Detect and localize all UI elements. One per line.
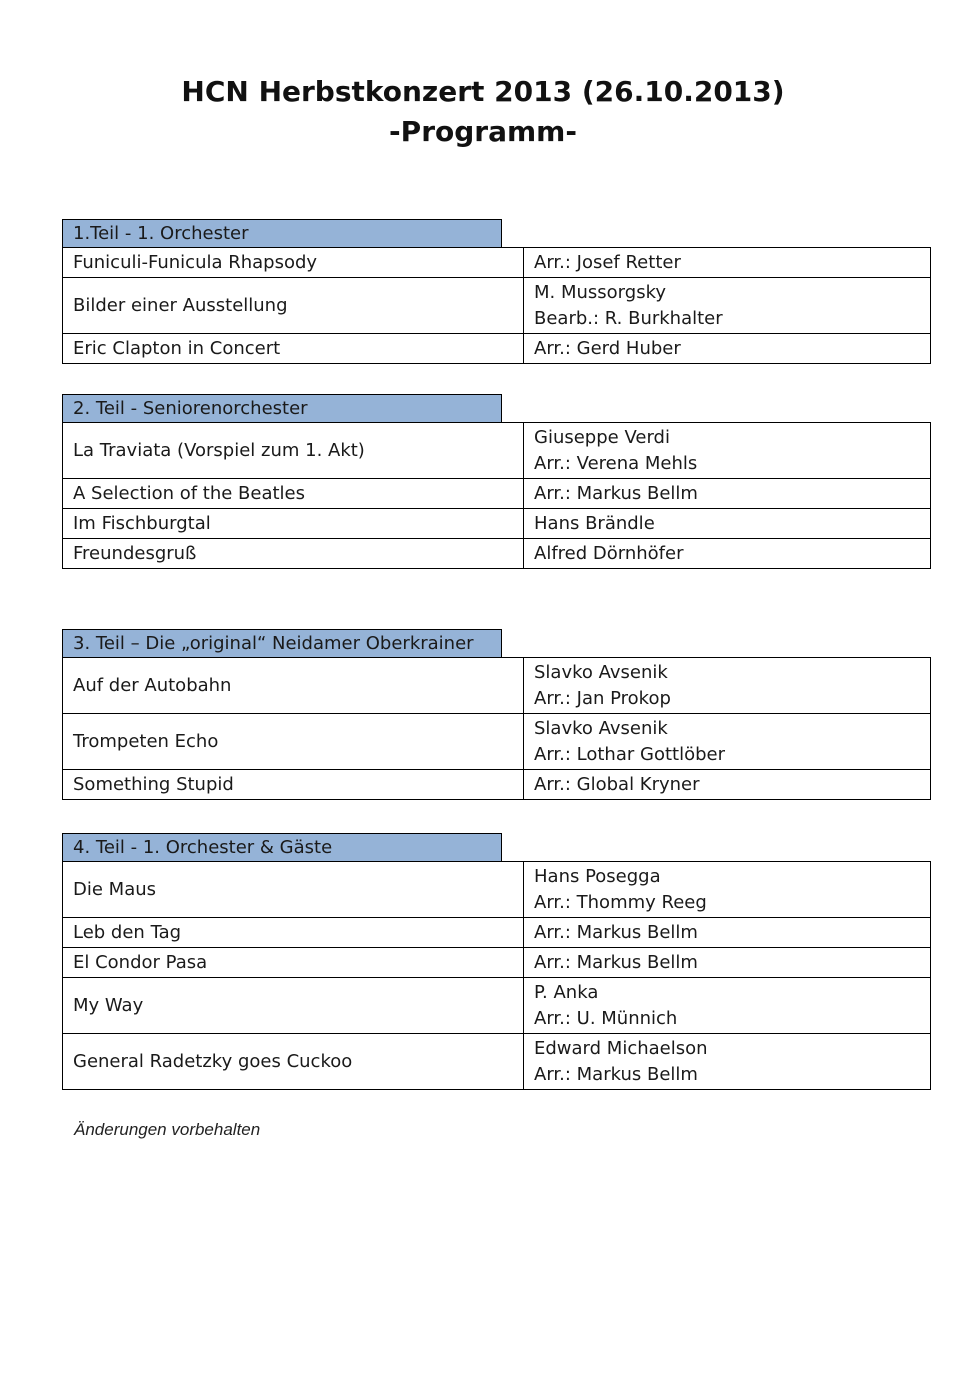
piece-credits: [524, 479, 931, 509]
piece-title: Bilder einer Ausstellung: [63, 278, 524, 334]
piece-credits: [524, 334, 931, 364]
table-row: [63, 1034, 931, 1090]
program-table: [62, 657, 931, 800]
program-table: [62, 422, 931, 569]
program-section: [62, 833, 931, 1090]
piece-title: Eric Clapton in Concert: [63, 334, 524, 364]
piece-title: Im Fischburgtal: [63, 509, 524, 539]
table-row: [63, 978, 931, 1034]
piece-title: Funiculi-Funicula Rhapsody: [63, 248, 524, 278]
credit-line: Arr.: Gerd Huber: [534, 338, 681, 359]
piece-title: Trompeten Echo: [63, 714, 524, 770]
piece-credits: [524, 278, 931, 334]
program-section: [62, 219, 931, 364]
credit-line: Arr.: Markus Bellm: [534, 483, 698, 504]
piece-title: El Condor Pasa: [63, 948, 524, 978]
credit-line: Arr.: Markus Bellm: [534, 922, 698, 943]
piece-credits: [524, 658, 931, 714]
credit-line: Arr.: U. Münnich: [534, 1008, 678, 1029]
piece-title: Leb den Tag: [63, 918, 524, 948]
credit-line: Hans Brändle: [534, 513, 655, 534]
table-row: [63, 334, 931, 364]
section-header: 1.Teil - 1. Orchester: [62, 219, 502, 247]
credit-line: Alfred Dörnhöfer: [534, 543, 684, 564]
section-header: 4. Teil - 1. Orchester & Gäste: [62, 833, 502, 861]
credit-line: Arr.: Thommy Reeg: [534, 892, 707, 913]
piece-credits: [524, 1034, 931, 1090]
piece-credits: [524, 862, 931, 918]
credit-line: Edward Michaelson: [534, 1038, 708, 1059]
credit-line: Arr.: Global Kryner: [534, 774, 700, 795]
piece-title: My Way: [63, 978, 524, 1034]
credit-line: Slavko Avsenik: [534, 662, 668, 683]
piece-credits: [524, 539, 931, 569]
credit-line: Arr.: Josef Retter: [534, 252, 681, 273]
credit-line: Hans Posegga: [534, 866, 661, 887]
table-row: [63, 248, 931, 278]
piece-title: Die Maus: [63, 862, 524, 918]
piece-title: General Radetzky goes Cuckoo: [63, 1034, 524, 1090]
table-row: [63, 862, 931, 918]
table-row: [63, 539, 931, 569]
piece-credits: [524, 770, 931, 800]
credit-line: P. Anka: [534, 982, 599, 1003]
credit-line: Arr.: Lothar Gottlöber: [534, 744, 725, 765]
credit-line: Arr.: Markus Bellm: [534, 1064, 698, 1085]
table-row: [63, 918, 931, 948]
piece-credits: [524, 509, 931, 539]
piece-title: Something Stupid: [63, 770, 524, 800]
credit-line: M. Mussorgsky: [534, 282, 667, 303]
section-header: 3. Teil – Die „original“ Neidamer Oberkrainer: [62, 629, 502, 657]
credit-line: Arr.: Jan Prokop: [534, 688, 671, 709]
program-table: [62, 861, 931, 1090]
piece-credits: [524, 948, 931, 978]
piece-credits: [524, 978, 931, 1034]
piece-credits: [524, 714, 931, 770]
footnote: Änderungen vorbehalten: [74, 1120, 261, 1139]
piece-credits: [524, 248, 931, 278]
credit-line: Giuseppe Verdi: [534, 427, 670, 448]
program-section: [62, 394, 931, 569]
piece-title: Auf der Autobahn: [63, 658, 524, 714]
piece-title: A Selection of the Beatles: [63, 479, 524, 509]
credit-line: Arr.: Markus Bellm: [534, 952, 698, 973]
piece-credits: [524, 423, 931, 479]
program-section: [62, 629, 931, 800]
table-row: [63, 278, 931, 334]
page-subtitle: -Programm-: [389, 115, 577, 148]
piece-credits: [524, 918, 931, 948]
table-row: [63, 658, 931, 714]
credit-line: Arr.: Verena Mehls: [534, 453, 698, 474]
table-row: [63, 509, 931, 539]
page-title: HCN Herbstkonzert 2013 (26.10.2013): [181, 75, 785, 108]
credit-line: Bearb.: R. Burkhalter: [534, 308, 723, 329]
table-row: [63, 714, 931, 770]
credit-line: Slavko Avsenik: [534, 718, 668, 739]
piece-title: Freundesgruß: [63, 539, 524, 569]
section-header: 2. Teil - Seniorenorchester: [62, 394, 502, 422]
table-row: [63, 423, 931, 479]
table-row: [63, 948, 931, 978]
table-row: [63, 770, 931, 800]
table-row: [63, 479, 931, 509]
program-table: [62, 247, 931, 364]
piece-title: La Traviata (Vorspiel zum 1. Akt): [63, 423, 524, 479]
